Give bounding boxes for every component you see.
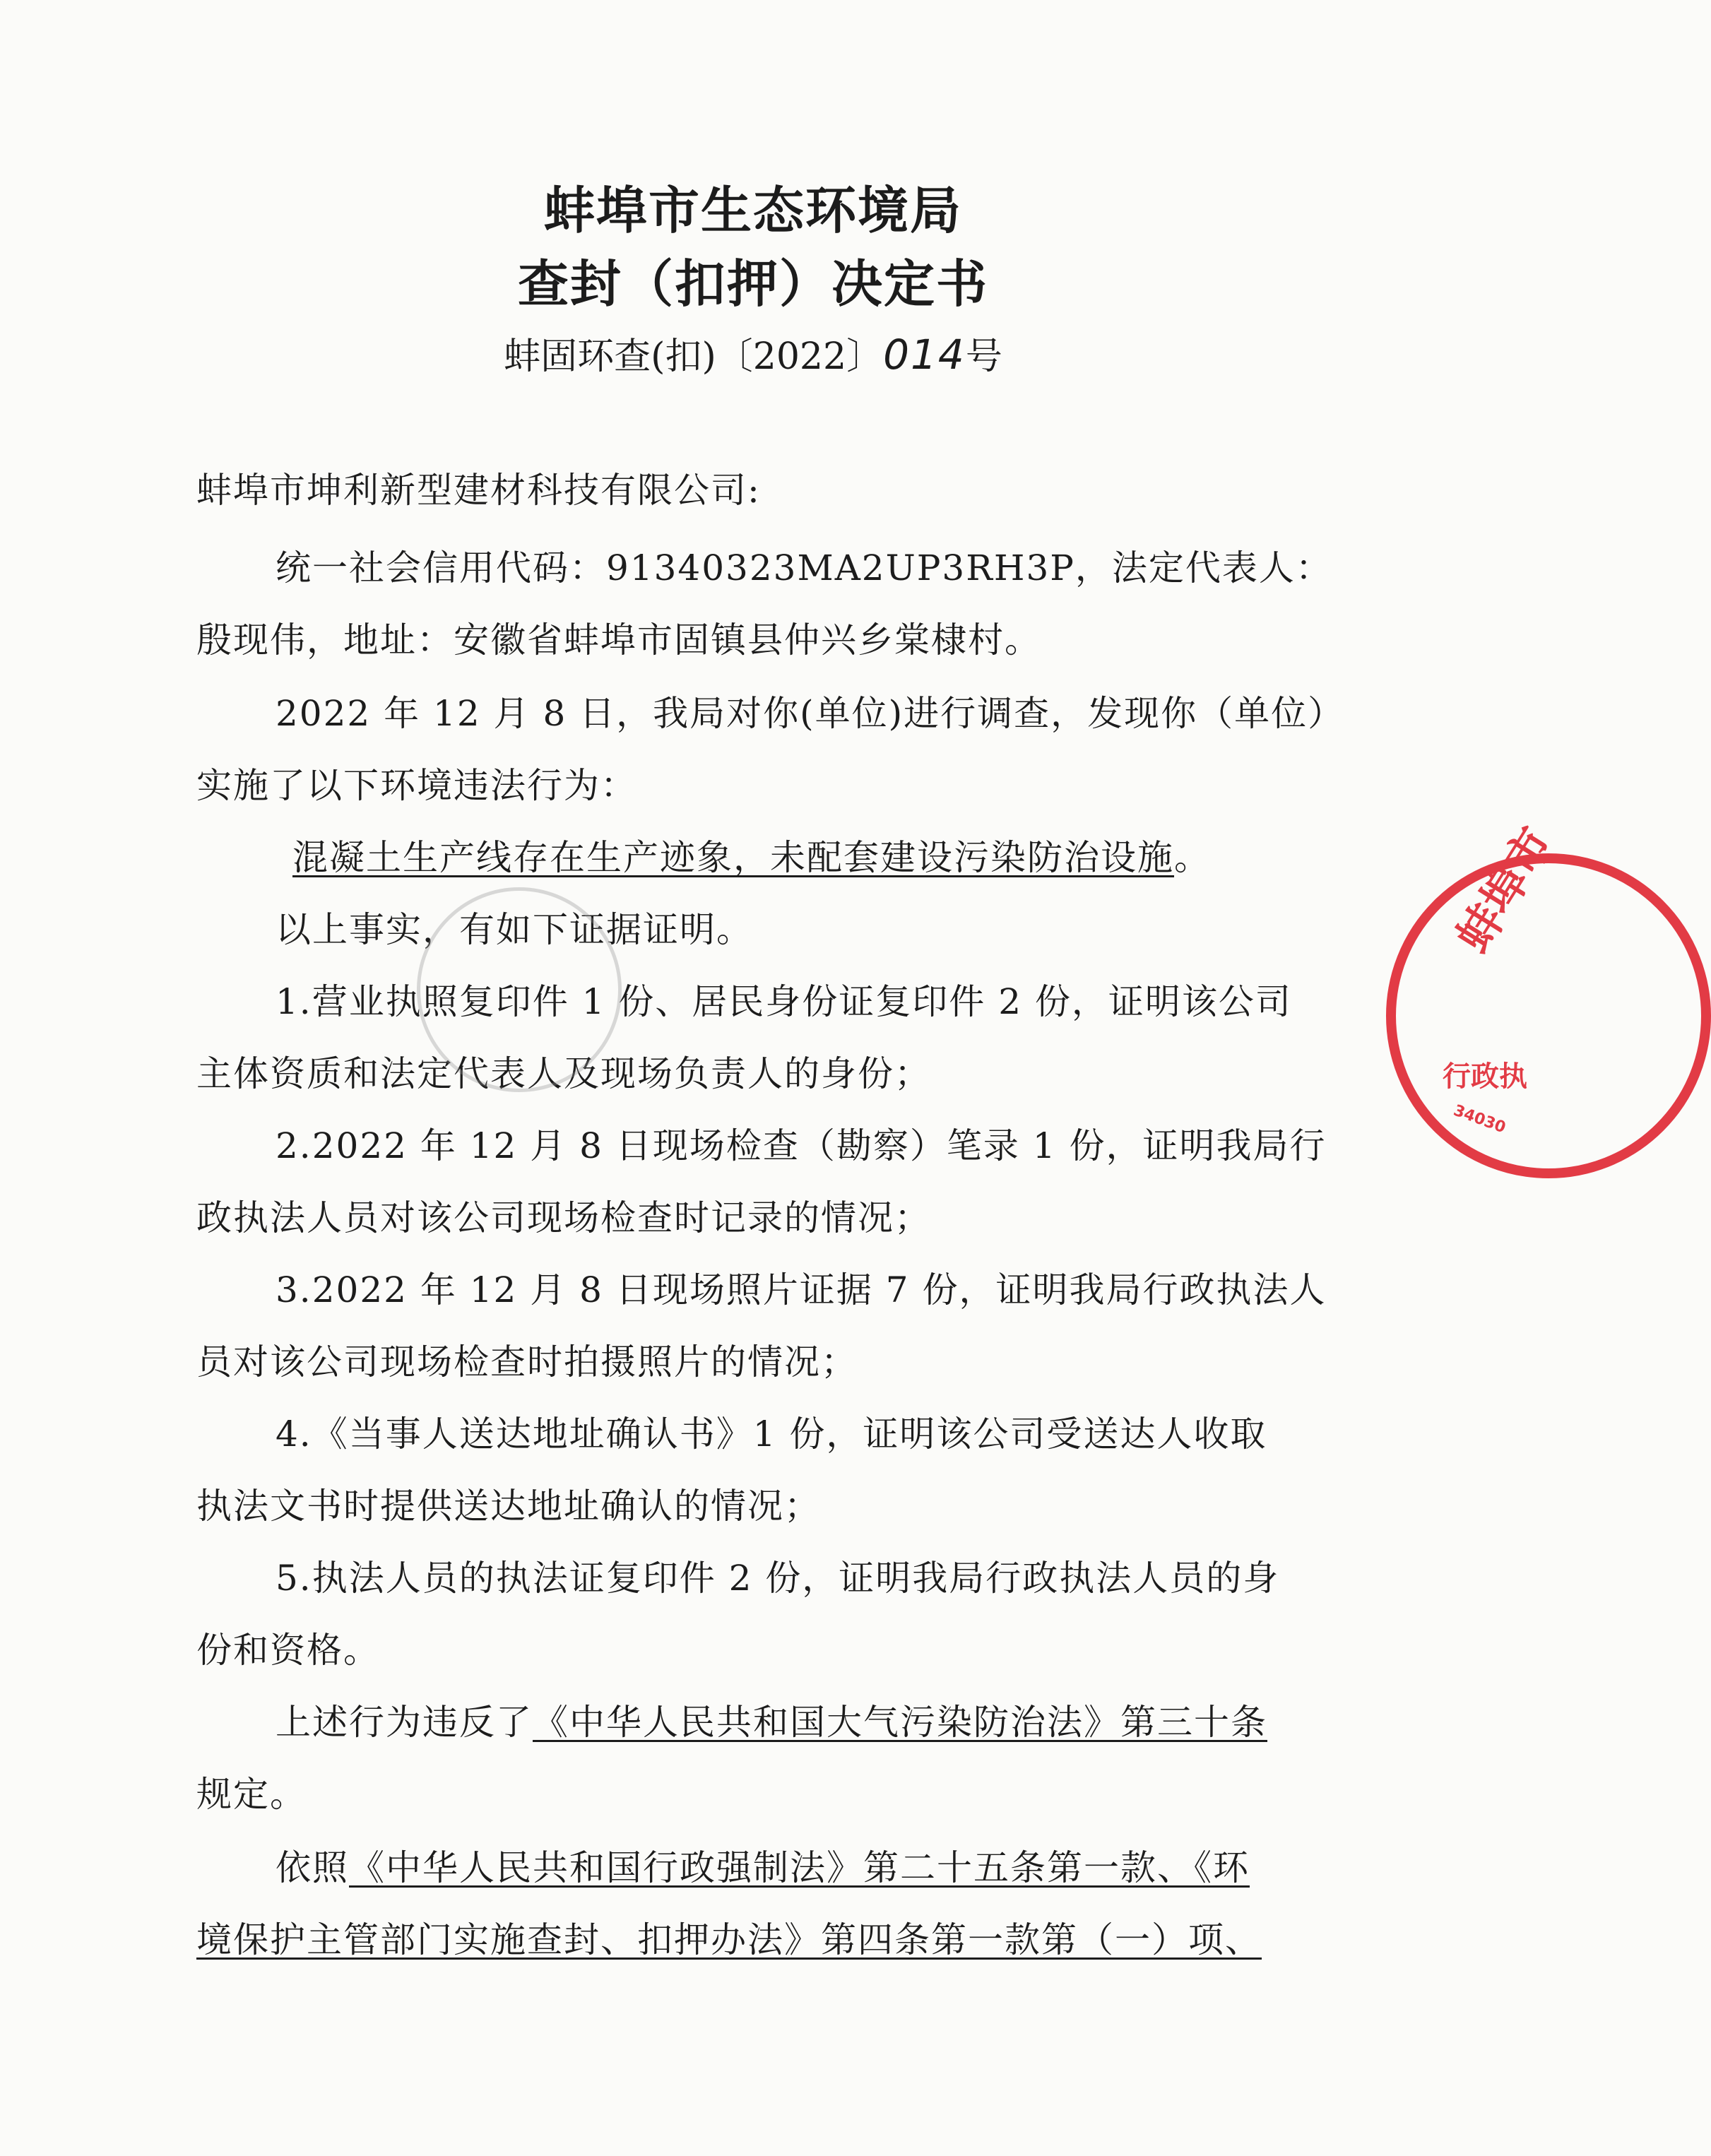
violation-line	[292, 836, 1348, 879]
seal-text-bottom: 行政执	[1443, 1060, 1527, 1093]
violation-period: 。	[1174, 837, 1211, 878]
evidence-5-line-1: 5.执法人员的执法证复印件 2 份，证明我局行政执法人员的身	[276, 1558, 1280, 1599]
evidence-1-line-1: 1.营业执照复印件 1 份、居民身份证复印件 2 份，证明该公司	[276, 981, 1292, 1022]
official-red-seal	[1386, 819, 1711, 1178]
legal-basis-text-1: 《中华人民共和国行政强制法》第二十五条第一款、《环	[349, 1847, 1250, 1888]
violated-law-end: 规定。	[196, 1774, 307, 1815]
evidence-2-line-2: 政执法人员对该公司现场检查时记录的情况；	[196, 1197, 931, 1238]
document-number-handwritten: 014	[883, 331, 966, 379]
violated-law-line	[276, 1701, 1348, 1743]
seal-text-top: 蚌埠市	[1447, 819, 1564, 962]
evidence-1-line-2: 主体资质和法定代表人及现场负责人的身份；	[196, 1053, 931, 1094]
investigation-line-1: 2022 年 12 月 8 日，我局对你(单位)进行调查，发现你（单位）	[276, 693, 1345, 734]
document-title: 查封（扣押）决定书	[517, 254, 988, 314]
legal-basis-line-2	[196, 1919, 1348, 1961]
violated-law-reference: 《中华人民共和国大气污染防治法》第三十条	[533, 1702, 1267, 1743]
violation-text: 混凝土生产线存在生产迹象，未配套建设污染防治设施	[292, 837, 1174, 878]
legal-basis-text-2: 境保护主管部门实施查封、扣押办法》第四条第一款第（一）项、	[196, 1919, 1262, 1960]
evidence-3-line-1: 3.2022 年 12 月 8 日现场照片证据 7 份，证明我局行政执法人	[276, 1269, 1327, 1310]
document-number-prefix: 蚌固环查(扣)〔2022〕	[504, 336, 884, 378]
evidence-5-line-2: 份和资格。	[196, 1630, 380, 1671]
evidence-2-line-1: 2.2022 年 12 月 8 日现场检查（勘察）笔录 1 份，证明我局行	[276, 1125, 1327, 1166]
seal-code: 34030	[1451, 1101, 1508, 1137]
evidence-4-line-2: 执法文书时提供送达地址确认的情况；	[196, 1486, 821, 1527]
faint-stamp-impression	[417, 887, 622, 1092]
legal-basis-line-1	[276, 1847, 1348, 1889]
recipient-line: 蚌埠市坤利新型建材科技有限公司:	[196, 470, 761, 511]
evidence-4-line-1: 4.《当事人送达地址确认书》1 份，证明该公司受送达人收取	[276, 1414, 1267, 1455]
company-info-line-2: 殷现伟，地址：安徽省蚌埠市固镇县仲兴乡棠棣村。	[196, 620, 1041, 661]
agency-title: 蚌埠市生态环境局	[543, 180, 962, 240]
legal-basis-prefix: 依照	[276, 1847, 349, 1888]
violated-law-prefix: 上述行为违反了	[276, 1702, 533, 1743]
company-info-line-1: 统一社会信用代码：91340323MA2UP3RH3P，法定代表人：	[276, 547, 1332, 588]
evidence-intro: 以上事实，有如下证据证明。	[276, 909, 753, 950]
document-number-suffix: 号	[965, 336, 1002, 378]
evidence-3-line-2: 员对该公司现场检查时拍摄照片的情况；	[196, 1341, 858, 1382]
document-number	[0, 326, 1506, 379]
investigation-line-2: 实施了以下环境违法行为：	[196, 765, 637, 806]
